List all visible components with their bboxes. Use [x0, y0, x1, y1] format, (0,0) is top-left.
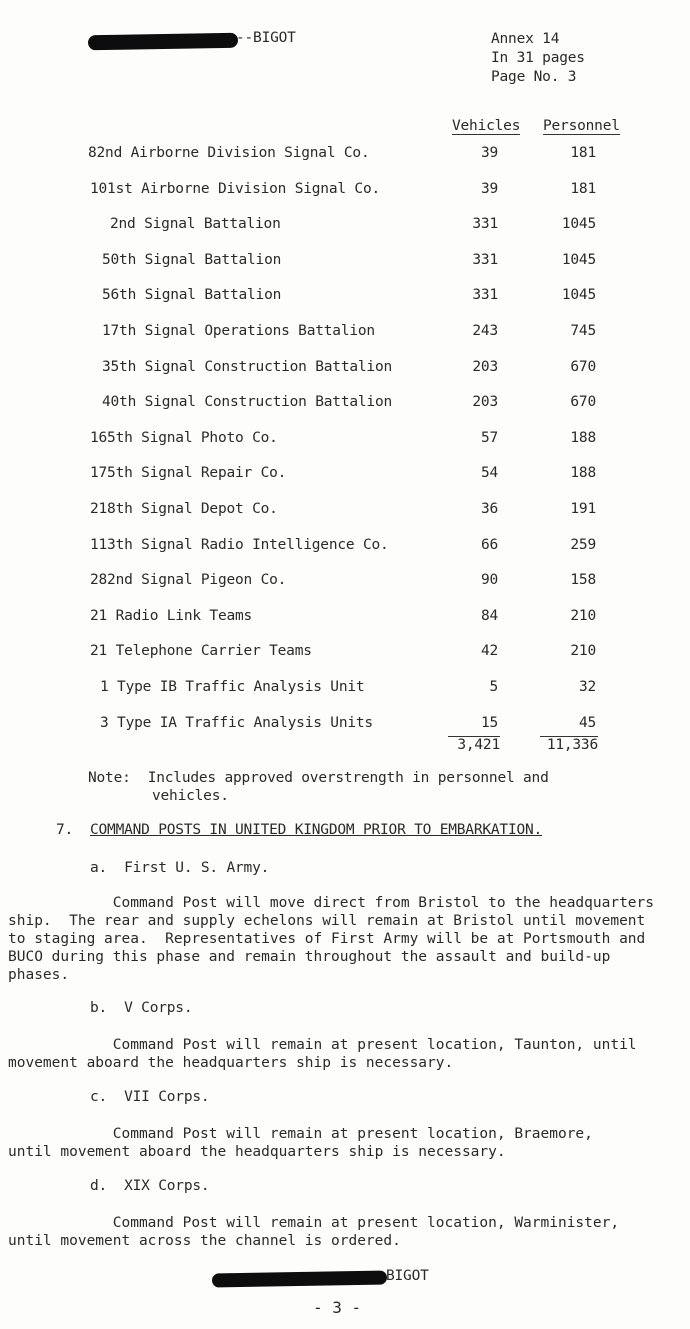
- subsection-d-heading: d. XIX Corps.: [90, 1178, 210, 1194]
- personnel-value: 188: [570, 465, 596, 481]
- note-line-2: vehicles.: [152, 788, 229, 804]
- redaction-bar-top: [88, 33, 238, 51]
- unit-name: 175th Signal Repair Co.: [90, 465, 287, 481]
- personnel-value: 670: [570, 394, 596, 410]
- vehicles-value: 331: [472, 287, 498, 303]
- subsection-b-heading: b. V Corps.: [90, 1000, 193, 1016]
- unit-name: 17th Signal Operations Battalion: [102, 323, 375, 339]
- unit-name: 40th Signal Construction Battalion: [102, 394, 393, 410]
- classification-marking-bottom: BIGOT: [386, 1268, 429, 1284]
- unit-name: 50th Signal Battalion: [102, 252, 282, 268]
- personnel-value: 210: [570, 643, 596, 659]
- vehicles-value: 15: [480, 715, 498, 731]
- vehicles-value: 36: [480, 501, 498, 517]
- personnel-value: 32: [578, 679, 596, 695]
- personnel-value: 191: [570, 501, 596, 517]
- classification-marking-top: --BIGOT: [236, 30, 296, 46]
- personnel-value: 1045: [561, 252, 596, 268]
- personnel-value: 181: [570, 145, 596, 161]
- vehicles-value: 39: [480, 181, 498, 197]
- annex-line-3: Page No. 3: [491, 69, 577, 85]
- unit-name: 1 Type IB Traffic Analysis Unit: [100, 679, 365, 695]
- personnel-value: 670: [570, 359, 596, 375]
- unit-name: 56th Signal Battalion: [102, 287, 282, 303]
- vehicles-value: 90: [480, 572, 498, 588]
- personnel-value: 1045: [561, 287, 596, 303]
- personnel-value: 188: [570, 430, 596, 446]
- subsection-b-text: Command Post will remain at present location, Taunton, until movement aboard the headquarters ship is necessary.: [8, 1037, 637, 1071]
- unit-name: 82nd Airborne Division Signal Co.: [88, 145, 370, 161]
- subsection-a-text: Command Post will move direct from Bristol to the headquarters ship. The rear and supply echelons will remain at Bristol until movement to staging area. Representatives of First Army will be at Portsmouth and BUCO during this phase and remain throughout the assault and build-up phases.: [8, 895, 655, 983]
- subsection-d-text: Command Post will remain at present location, Warminister, until movement across the channel is ordered.: [8, 1215, 620, 1249]
- personnel-value: 181: [570, 181, 596, 197]
- section-number: 7.: [56, 822, 74, 838]
- unit-name: 218th Signal Depot Co.: [90, 501, 278, 517]
- unit-name: 282nd Signal Pigeon Co.: [90, 572, 287, 588]
- annex-line-1: Annex 14: [491, 31, 560, 47]
- note-label: Note:: [88, 770, 131, 786]
- unit-name: 165th Signal Photo Co.: [90, 430, 278, 446]
- unit-name: 35th Signal Construction Battalion: [102, 359, 393, 375]
- vehicles-value: 42: [480, 643, 498, 659]
- table-note: [88, 769, 549, 805]
- subsection-c-heading: c. VII Corps.: [90, 1089, 210, 1105]
- vehicles-value: 5: [489, 679, 498, 695]
- personnel-value: 259: [570, 537, 596, 553]
- vehicles-value: 331: [472, 252, 498, 268]
- annex-line-2: In 31 pages: [491, 50, 585, 66]
- vehicles-value: 203: [472, 394, 498, 410]
- unit-name: 101st Airborne Division Signal Co.: [90, 181, 381, 197]
- vehicles-column-header: Vehicles: [452, 118, 521, 134]
- unit-name: 21 Telephone Carrier Teams: [90, 643, 312, 659]
- vehicles-value: 243: [472, 323, 498, 339]
- unit-name: 2nd Signal Battalion: [110, 216, 281, 232]
- page-number: - 3 -: [313, 1298, 362, 1317]
- personnel-column-header: Personnel: [543, 118, 620, 134]
- vehicles-value: 84: [480, 608, 498, 624]
- personnel-value: 158: [570, 572, 596, 588]
- note-line-1: Includes approved overstrength in personnel and: [147, 770, 549, 786]
- unit-name: 21 Radio Link Teams: [90, 608, 253, 624]
- vehicles-total: 3,421: [457, 737, 500, 753]
- subsection-a-heading: a. First U. S. Army.: [90, 860, 270, 876]
- section-title: COMMAND POSTS IN UNITED KINGDOM PRIOR TO EMBARKATION.: [90, 822, 543, 838]
- personnel-total: 11,336: [546, 737, 598, 753]
- subsection-c-text: Command Post will remain at present location, Braemore, until movement aboard the headquarters ship is necessary.: [8, 1126, 593, 1160]
- redaction-bar-bottom: [212, 1270, 387, 1287]
- personnel-value: 210: [570, 608, 596, 624]
- unit-name: 113th Signal Radio Intelligence Co.: [90, 537, 389, 553]
- vehicles-value: 54: [480, 465, 498, 481]
- vehicles-value: 331: [472, 216, 498, 232]
- vehicles-value: 57: [480, 430, 498, 446]
- vehicles-value: 66: [480, 537, 498, 553]
- vehicles-value: 39: [480, 145, 498, 161]
- personnel-value: 1045: [561, 216, 596, 232]
- personnel-value: 45: [578, 715, 596, 731]
- unit-name: 3 Type IA Traffic Analysis Units: [100, 715, 373, 731]
- annex-reference: [491, 30, 585, 87]
- vehicles-value: 203: [472, 359, 498, 375]
- personnel-value: 745: [570, 323, 596, 339]
